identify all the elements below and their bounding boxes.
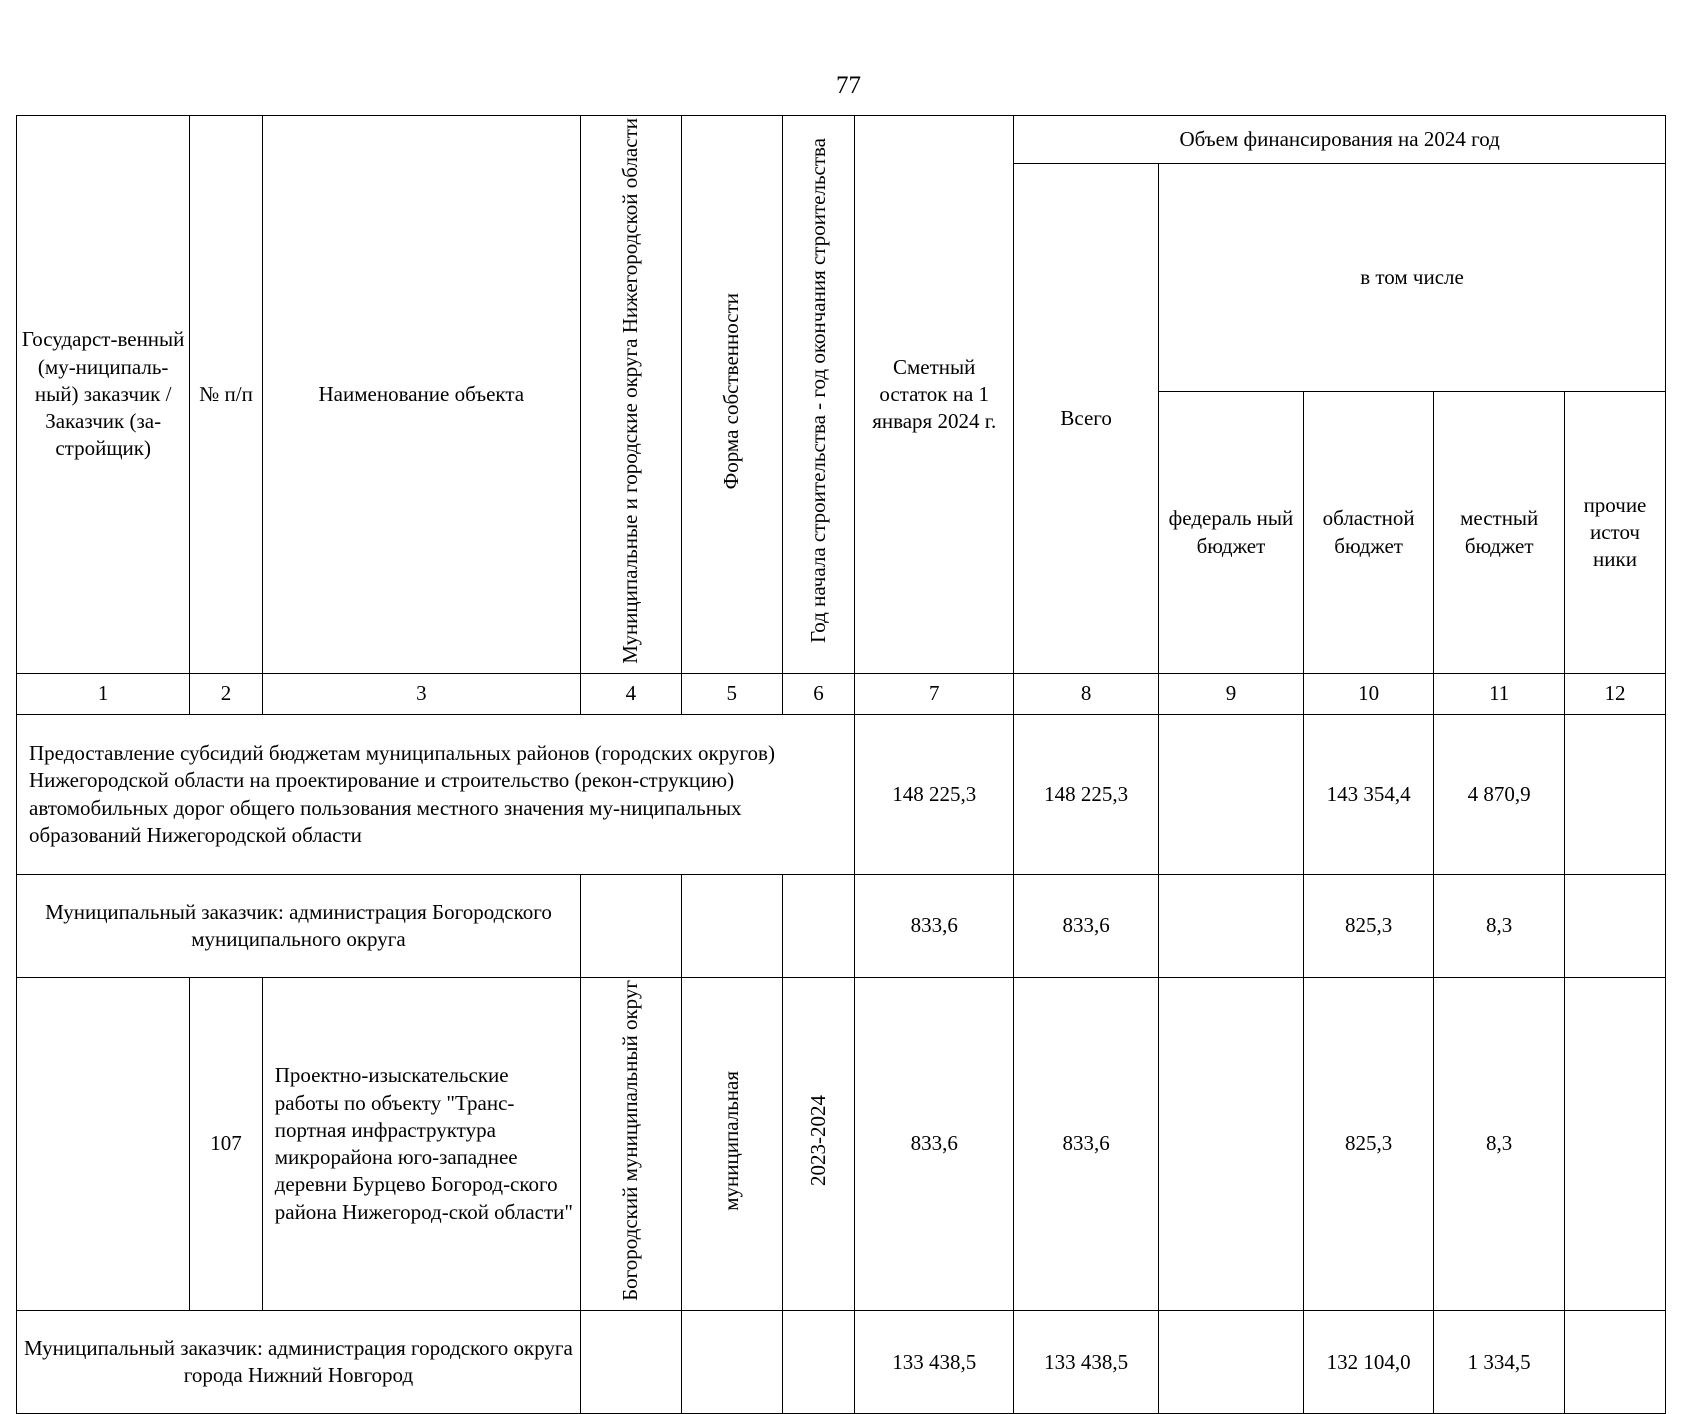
budget-table [16, 115, 1666, 1414]
header-number: № п/п [190, 116, 262, 674]
customer-regional: 825,3 [1303, 875, 1434, 978]
customer-row [17, 1311, 1666, 1414]
column-number: 11 [1434, 674, 1565, 715]
header-row-1 [17, 116, 1666, 164]
subsidy-row [17, 715, 1666, 875]
object-regional: 825,3 [1303, 978, 1434, 1311]
subsidy-total: 148 225,3 [1014, 715, 1159, 875]
subsidy-other [1564, 715, 1665, 875]
subsidy-local: 4 870,9 [1434, 715, 1565, 875]
empty-cell [681, 1311, 782, 1414]
empty-cell [580, 875, 681, 978]
object-estimate: 833,6 [855, 978, 1014, 1311]
header-including: в том числе [1159, 164, 1666, 392]
header-customer: Государст-венный (му-ниципаль-ный) заказчик / Заказчик (за-стройщик) [17, 116, 190, 674]
header-other: прочие источ ники [1564, 392, 1665, 674]
customer-total: 133 438,5 [1014, 1311, 1159, 1414]
header-years: Год начала строительства - год окончания строительства [782, 116, 854, 674]
page-number: 77 [836, 72, 861, 99]
customer-estimate: 833,6 [855, 875, 1014, 978]
subsidy-federal [1159, 715, 1304, 875]
empty-cell [681, 875, 782, 978]
column-number: 9 [1159, 674, 1304, 715]
subsidy-estimate: 148 225,3 [855, 715, 1014, 875]
customer-regional: 132 104,0 [1303, 1311, 1434, 1414]
header-local: местный бюджет [1434, 392, 1565, 674]
object-other [1564, 978, 1665, 1311]
empty-cell [580, 1311, 681, 1414]
column-number: 5 [681, 674, 782, 715]
header-federal: федераль ный бюджет [1159, 392, 1304, 674]
header-funding: Объем финансирования на 2024 год [1014, 116, 1666, 164]
empty-cell [782, 875, 854, 978]
customer-estimate: 133 438,5 [855, 1311, 1014, 1414]
customer-name: Муниципальный заказчик: администрация городского округа города Нижний Новгород [17, 1311, 581, 1414]
column-number: 12 [1564, 674, 1665, 715]
column-number: 6 [782, 674, 854, 715]
column-number: 3 [262, 674, 580, 715]
object-years: 2023-2024 [782, 978, 854, 1311]
header-districts: Муниципальные и городские округа Нижегородской области [580, 116, 681, 674]
header-object-name: Наименование объекта [262, 116, 580, 674]
header-ownership: Форма собственности [681, 116, 782, 674]
object-federal [1159, 978, 1304, 1311]
customer-other [1564, 1311, 1665, 1414]
subsidy-description: Предоставление субсидий бюджетам муниципальных районов (городских округов) Нижегородской области на проектирование и строительство (рекон-струкцию) автомобильных дорог общего пользования местного значения му-ниципальных образований Нижегородской области [17, 715, 855, 875]
column-number: 10 [1303, 674, 1434, 715]
subsidy-regional: 143 354,4 [1303, 715, 1434, 875]
column-number: 8 [1014, 674, 1159, 715]
customer-name: Муниципальный заказчик: администрация Богородского муниципального округа [17, 875, 581, 978]
header-total: Всего [1014, 164, 1159, 674]
object-ownership: муниципальная [681, 978, 782, 1311]
column-number: 4 [580, 674, 681, 715]
empty-cell [782, 1311, 854, 1414]
customer-row [17, 875, 1666, 978]
customer-local: 1 334,5 [1434, 1311, 1565, 1414]
empty-cell [17, 978, 190, 1311]
column-number: 2 [190, 674, 262, 715]
object-district: Богородский муниципальный округ [580, 978, 681, 1311]
object-row [17, 978, 1666, 1311]
object-total: 833,6 [1014, 978, 1159, 1311]
customer-other [1564, 875, 1665, 978]
header-estimate: Сметный остаток на 1 января 2024 г. [855, 116, 1014, 674]
column-numbers-row [17, 674, 1666, 715]
object-local: 8,3 [1434, 978, 1565, 1311]
object-number: 107 [190, 978, 262, 1311]
customer-federal [1159, 875, 1304, 978]
column-number: 7 [855, 674, 1014, 715]
customer-total: 833,6 [1014, 875, 1159, 978]
object-name: Проектно-изыскательские работы по объекту "Транс-портная инфраструктура микрорайона юго-западнее деревни Бурцево Богород-ского района Нижегород-ской области" [262, 978, 580, 1311]
customer-local: 8,3 [1434, 875, 1565, 978]
header-regional: областной бюджет [1303, 392, 1434, 674]
column-number: 1 [17, 674, 190, 715]
customer-federal [1159, 1311, 1304, 1414]
